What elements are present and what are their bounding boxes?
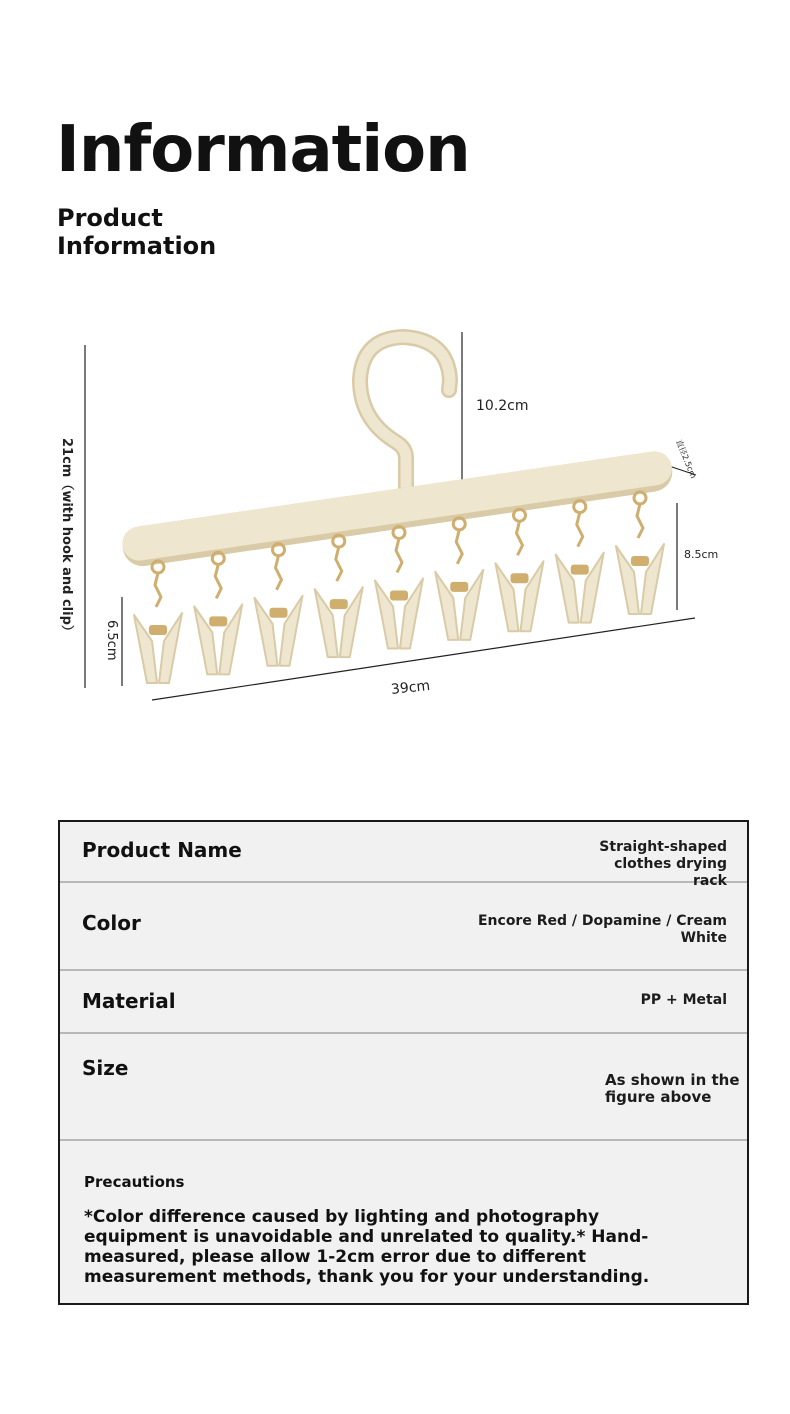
length-label: 39cm [390, 677, 431, 698]
product-image [0, 320, 790, 720]
color-label: Color [82, 911, 141, 935]
size-label: Size [82, 1056, 129, 1080]
page-title: Information [56, 113, 470, 187]
color-value: Encore Red / Dopamine / Cream White [477, 913, 727, 946]
clip-height-label: 6.5cm [104, 620, 119, 661]
clothes-clip [496, 509, 544, 631]
hook-illustration [360, 337, 450, 486]
hook-height-label: 10.2cm [476, 398, 529, 414]
table-row [60, 883, 747, 971]
clothes-clip [435, 518, 483, 640]
total-height-label: 21cm（with hook and clip） [59, 438, 74, 638]
clothes-clip [315, 535, 363, 657]
clothes-clip [134, 561, 182, 683]
diameter-label: 直径2.5cm [674, 438, 698, 480]
clothes-clip [556, 501, 604, 623]
clothes-clip [375, 527, 423, 649]
table-row [60, 822, 747, 889]
clothes-clip [616, 492, 664, 614]
precautions-title: Precautions [84, 1173, 185, 1191]
material-label: Material [82, 989, 176, 1013]
material-value: PP + Metal [640, 992, 727, 1008]
product-info-table [58, 820, 749, 1305]
clothes-clip [194, 552, 242, 674]
precautions-text: *Color difference caused by lighting and photography equipment is unavoidable and unrelated to quality.* Hand-measured, please allow 1-2cm error due to different measurement methods, thank you for your understanding. [84, 1207, 650, 1287]
product-name-value: Straight-shaped clothes drying rack [599, 839, 727, 889]
clip-drop-label: 8.5cm [684, 548, 719, 561]
size-value: As shown in the figure above [605, 1071, 740, 1106]
clothes-clip [255, 544, 303, 666]
table-row [60, 971, 747, 1034]
product-name-label: Product Name [82, 838, 242, 862]
precautions-section [84, 1173, 684, 1287]
section-subtitle: Product Information [57, 204, 217, 260]
table-row [60, 1034, 747, 1141]
